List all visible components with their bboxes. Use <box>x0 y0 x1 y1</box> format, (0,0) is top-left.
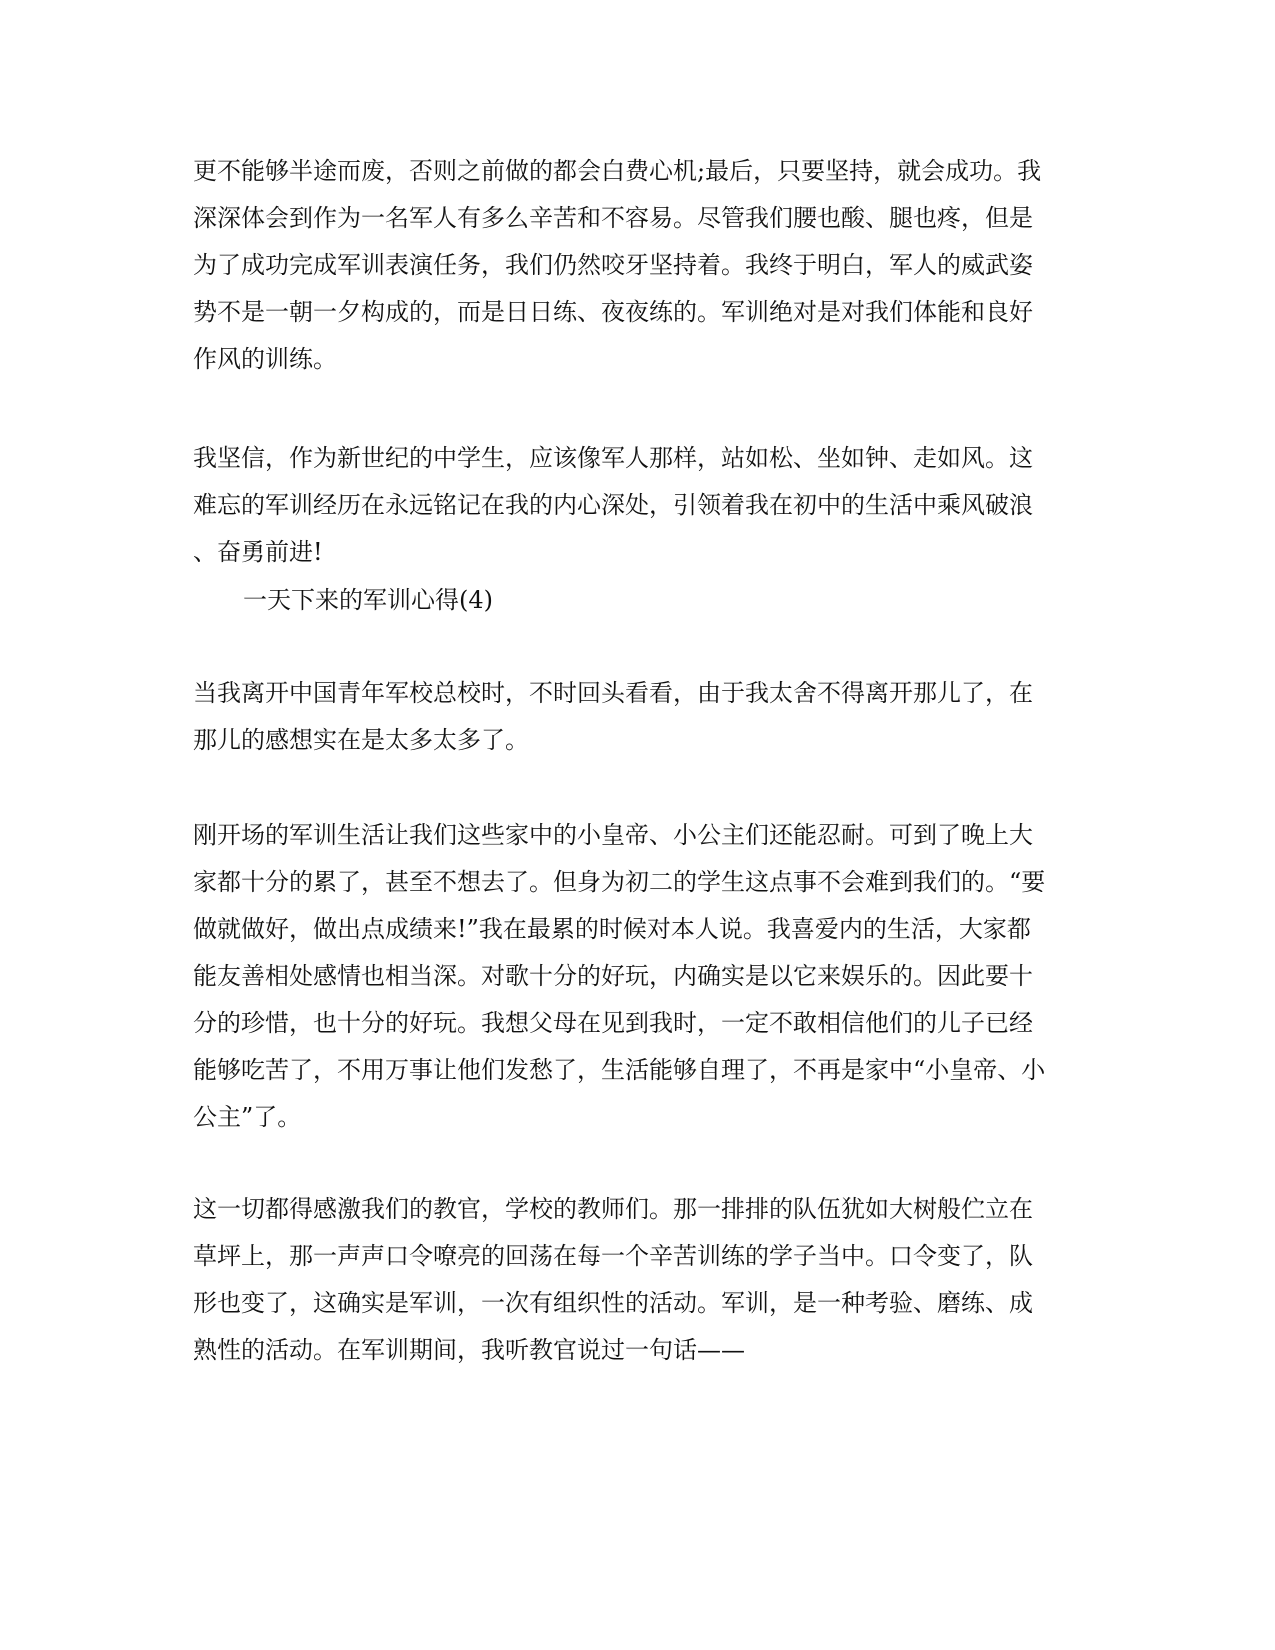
paragraph-line: 做就做好，做出点成绩来!”我在最累的时候对本人说。我喜爱内的生活，大家都 <box>193 915 1031 943</box>
paragraph-line: 能够吃苦了，不用万事让他们发愁了，生活能够自理了，不再是家中“小皇帝、小 <box>193 1056 1046 1084</box>
paragraph-2 <box>193 435 1083 576</box>
paragraph-line: 能友善相处感情也相当深。对歌十分的好玩，内确实是以它来娱乐的。因此要十 <box>193 962 1033 990</box>
paragraph-4 <box>193 812 1083 1141</box>
paragraph-line: 我坚信，作为新世纪的中学生，应该像军人那样，站如松、坐如钟、走如风。这 <box>193 444 1033 472</box>
paragraph-line: 家都十分的累了，甚至不想去了。但身为初二的学生这点事不会难到我们的。“要 <box>193 868 1046 896</box>
paragraph-line: 刚开场的军训生活让我们这些家中的小皇帝、小公主们还能忍耐。可到了晚上大 <box>193 821 1033 849</box>
paragraph-5 <box>193 1186 1083 1374</box>
paragraph-line: 为了成功完成军训表演任务，我们仍然咬牙坚持着。我终于明白，军人的威武姿 <box>193 251 1033 279</box>
paragraph-line: 难忘的军训经历在永远铭记在我的内心深处，引领着我在初中的生活中乘风破浪 <box>193 491 1033 519</box>
paragraph-line: 形也变了，这确实是军训，一次有组织性的活动。军训，是一种考验、磨练、成 <box>193 1289 1033 1317</box>
paragraph-line: 更不能够半途而废，否则之前做的都会白费心机;最后，只要坚持，就会成功。我 <box>193 157 1042 185</box>
paragraph-line: 分的珍惜，也十分的好玩。我想父母在见到我时，一定不敢相信他们的儿子已经 <box>193 1009 1033 1037</box>
paragraph-line: 公主”了。 <box>193 1103 302 1131</box>
section-title: 一天下来的军训心得(4) <box>243 586 493 614</box>
paragraph-line: 那儿的感想实在是太多太多了。 <box>193 726 529 754</box>
paragraph-1 <box>193 148 1083 383</box>
paragraph-line: 当我离开中国青年军校总校时，不时回头看看，由于我太舍不得离开那儿了，在 <box>193 679 1033 707</box>
paragraph-line: 这一切都得感激我们的教官，学校的教师们。那一排排的队伍犹如大树般伫立在 <box>193 1195 1033 1223</box>
paragraph-line: 作风的训练。 <box>193 345 337 373</box>
paragraph-line: 草坪上，那一声声口令嘹亮的回荡在每一个辛苦训练的学子当中。口令变了，队 <box>193 1242 1033 1270</box>
paragraph-line: 势不是一朝一夕构成的，而是日日练、夜夜练的。军训绝对是对我们体能和良好 <box>193 298 1033 326</box>
paragraph-line: 、奋勇前进! <box>193 538 323 566</box>
paragraph-3 <box>193 670 1083 764</box>
paragraph-line: 熟性的活动。在军训期间，我听教官说过一句话—— <box>193 1336 745 1364</box>
paragraph-line: 深深体会到作为一名军人有多么辛苦和不容易。尽管我们腰也酸、腿也疼，但是 <box>193 204 1033 232</box>
